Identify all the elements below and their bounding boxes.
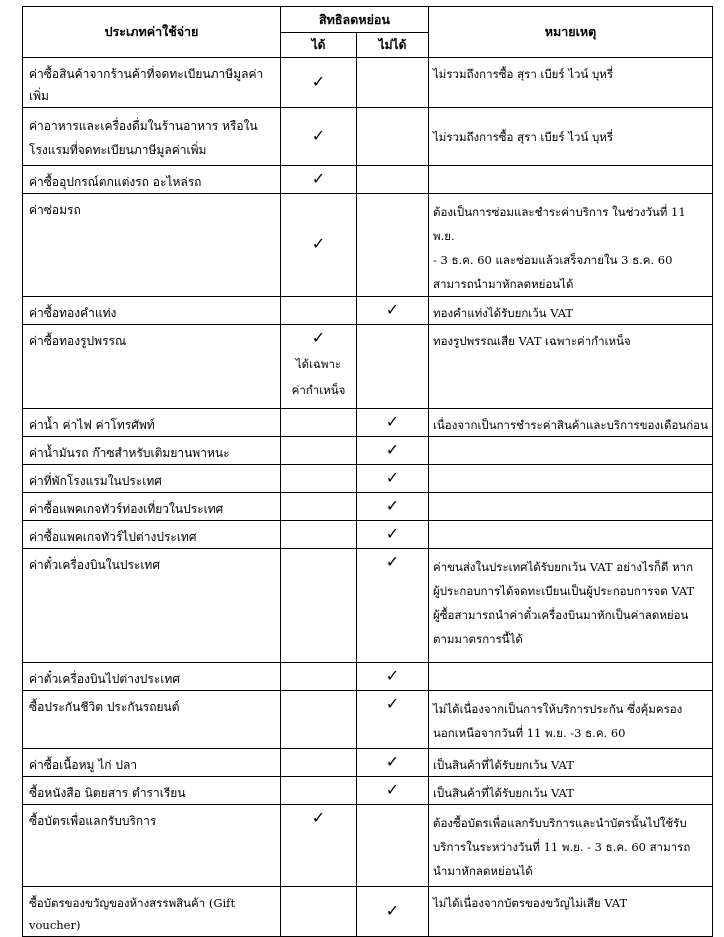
table-row bbox=[23, 749, 713, 777]
can-cell bbox=[281, 437, 357, 465]
cannot-cell bbox=[357, 194, 429, 297]
table-row bbox=[23, 805, 713, 887]
header-can: ได้ bbox=[281, 33, 357, 58]
row-description: ซื้อบัตรเพื่อแลกรับบริการ bbox=[23, 805, 281, 887]
header-rights: สิทธิลดหย่อน bbox=[281, 7, 429, 33]
row-description: ค่าน้ำมันรถ ก๊าซสำหรับเติมยานพาหนะ bbox=[23, 437, 281, 465]
can-cell bbox=[281, 409, 357, 437]
row-description: ซื้อประกันชีวิต ประกันรถยนต์ bbox=[23, 691, 281, 749]
checkmark-icon: ✓ bbox=[385, 779, 400, 799]
can-cell bbox=[281, 465, 357, 493]
can-cell bbox=[281, 749, 357, 777]
table-row bbox=[23, 663, 713, 691]
table-row bbox=[23, 493, 713, 521]
table-row bbox=[23, 166, 713, 194]
row-description: ซื้อหนังสือ นิตยสาร ตำราเรียน bbox=[23, 777, 281, 805]
partial-right-note: ได้เฉพาะ ค่ากำเหน็จ bbox=[291, 357, 346, 397]
row-remark: ต้องซื้อบัตรเพื่อแลกรับบริการและนำบัตรนั้นไปใช้รับ บริการในระหว่างวันที่ 11 พ.ย. - 3 ธ.ค. 60 สามารถ นำมาหักลดหย่อนได้ bbox=[429, 805, 713, 887]
row-description: ค่าซื้อสินค้าจากร้านค้าที่จดทะเบียนภาษีมูลค่าเพิ่ม bbox=[23, 58, 281, 108]
can-cell bbox=[281, 691, 357, 749]
row-description: ค่าอาหารและเครื่องดื่มในร้านอาหาร หรือใน โรงแรมที่จดทะเบียนภาษีมูลค่าเพิ่ม bbox=[23, 108, 281, 166]
checkmark-icon: ✓ bbox=[311, 234, 326, 253]
row-remark: ทองคำแท่งได้รับยกเว้น VAT bbox=[429, 297, 713, 325]
cannot-cell bbox=[357, 409, 429, 437]
table-row bbox=[23, 108, 713, 166]
row-description: ค่าซื้อทองคำแท่ง bbox=[23, 297, 281, 325]
can-cell bbox=[281, 194, 357, 297]
checkmark-icon: ✓ bbox=[385, 694, 400, 713]
checkmark-icon: ✓ bbox=[385, 552, 400, 571]
row-description: ค่าตั๋วเครื่องบินไปต่างประเทศ bbox=[23, 663, 281, 691]
checkmark-icon: ✓ bbox=[311, 808, 326, 827]
can-cell bbox=[281, 325, 357, 409]
row-remark bbox=[429, 493, 713, 521]
table-row bbox=[23, 409, 713, 437]
cannot-cell bbox=[357, 887, 429, 937]
cannot-cell bbox=[357, 805, 429, 887]
row-description: ค่าตั๋วเครื่องบินในประเทศ bbox=[23, 549, 281, 663]
can-cell bbox=[281, 166, 357, 194]
header-category: ประเภทค่าใช้จ่าย bbox=[23, 7, 281, 58]
table-row bbox=[23, 194, 713, 297]
can-cell bbox=[281, 887, 357, 937]
row-description: ค่าที่พักโรงแรมในประเทศ bbox=[23, 465, 281, 493]
checkmark-icon: ✓ bbox=[385, 495, 400, 515]
header-cannot: ไม่ได้ bbox=[357, 33, 429, 58]
checkmark-icon: ✓ bbox=[385, 467, 400, 487]
checkmark-icon: ✓ bbox=[385, 439, 400, 459]
row-remark bbox=[429, 663, 713, 691]
row-remark: ทองรูปพรรณเสีย VAT เฉพาะค่ากำเหน็จ bbox=[429, 325, 713, 409]
can-cell bbox=[281, 58, 357, 108]
cannot-cell bbox=[357, 108, 429, 166]
cannot-cell bbox=[357, 325, 429, 409]
cannot-cell bbox=[357, 437, 429, 465]
table-row bbox=[23, 887, 713, 937]
checkmark-icon: ✓ bbox=[311, 328, 326, 347]
can-cell bbox=[281, 108, 357, 166]
row-remark: เป็นสินค้าที่ได้รับยกเว้น VAT bbox=[429, 749, 713, 777]
checkmark-icon: ✓ bbox=[385, 411, 400, 431]
row-description: ค่าซื้อแพคเกจทัวร์ท่องเที่ยวในประเทศ bbox=[23, 493, 281, 521]
row-remark: ค่าขนส่งในประเทศได้รับยกเว้น VAT อย่างไรก็ดี หาก ผู้ประกอบการได้จดทะเบียนเป็นผู้ประกอบการจด VAT ผู้ซื้อสามารถนำค่าตั๋วเครื่องบินมาหักเป็นค่าลดหย่อน ตามมาตรการนี้ได้ bbox=[429, 549, 713, 663]
row-remark: ไม่ได้เนื่องจากบัตรของขวัญไม่เสีย VAT bbox=[429, 887, 713, 937]
row-remark: เนื่องจากเป็นการชำระค่าสินค้าและบริการของเดือนก่อน bbox=[429, 409, 713, 437]
header-remark: หมายเหตุ bbox=[429, 7, 713, 58]
can-cell bbox=[281, 805, 357, 887]
checkmark-icon: ✓ bbox=[385, 900, 400, 920]
row-remark bbox=[429, 521, 713, 549]
can-cell bbox=[281, 777, 357, 805]
row-remark bbox=[429, 437, 713, 465]
row-remark: ต้องเป็นการซ่อมและชำระค่าบริการ ในช่วงวันที่ 11 พ.ย. - 3 ธ.ค. 60 และซ่อมแล้วเสร็จภายใน 3 ธ.ค. 60 สามารถนำมาหักลดหย่อนได้ bbox=[429, 194, 713, 297]
checkmark-icon: ✓ bbox=[385, 665, 400, 685]
table-row bbox=[23, 58, 713, 108]
checkmark-icon: ✓ bbox=[311, 125, 326, 145]
tax-deduction-table bbox=[22, 6, 713, 937]
row-remark: เป็นสินค้าที่ได้รับยกเว้น VAT bbox=[429, 777, 713, 805]
cannot-cell bbox=[357, 166, 429, 194]
row-description: ค่าน้ำ ค่าไฟ ค่าโทรศัพท์ bbox=[23, 409, 281, 437]
cannot-cell bbox=[357, 465, 429, 493]
checkmark-icon: ✓ bbox=[311, 168, 326, 188]
checkmark-icon: ✓ bbox=[311, 71, 326, 91]
row-remark: ไม่รวมถึงการซื้อ สุรา เบียร์ ไวน์ บุหรี่ bbox=[429, 58, 713, 108]
row-description: ค่าซ่อมรถ bbox=[23, 194, 281, 297]
can-cell bbox=[281, 297, 357, 325]
row-remark: ไม่รวมถึงการซื้อ สุรา เบียร์ ไวน์ บุหรี่ bbox=[429, 108, 713, 166]
row-description: ค่าซื้อเนื้อหมู ไก่ ปลา bbox=[23, 749, 281, 777]
cannot-cell bbox=[357, 493, 429, 521]
table-row bbox=[23, 549, 713, 663]
cannot-cell bbox=[357, 777, 429, 805]
table-row bbox=[23, 437, 713, 465]
cannot-cell bbox=[357, 549, 429, 663]
table-row bbox=[23, 297, 713, 325]
table-row bbox=[23, 521, 713, 549]
cannot-cell bbox=[357, 691, 429, 749]
table-row bbox=[23, 325, 713, 409]
cannot-cell bbox=[357, 297, 429, 325]
checkmark-icon: ✓ bbox=[385, 523, 400, 543]
row-description: ค่าซื้อทองรูปพรรณ bbox=[23, 325, 281, 409]
table-row bbox=[23, 777, 713, 805]
cannot-cell bbox=[357, 58, 429, 108]
cannot-cell bbox=[357, 663, 429, 691]
can-cell bbox=[281, 493, 357, 521]
cannot-cell bbox=[357, 521, 429, 549]
row-remark bbox=[429, 166, 713, 194]
row-remark: ไม่ได้เนื่องจากเป็นการให้บริการประกัน ซึ่งคุ้มครอง นอกเหนือจากวันที่ 11 พ.ย. -3 ธ.ค. 60 bbox=[429, 691, 713, 749]
row-description: ค่าซื้ออุปกรณ์ตกแต่งรถ อะไหล่รถ bbox=[23, 166, 281, 194]
table-row bbox=[23, 465, 713, 493]
checkmark-icon: ✓ bbox=[385, 299, 400, 319]
row-description: ซื้อบัตรของขวัญของห้างสรรพสินค้า (Gift voucher) bbox=[23, 887, 281, 937]
can-cell bbox=[281, 663, 357, 691]
can-cell bbox=[281, 521, 357, 549]
row-remark bbox=[429, 465, 713, 493]
table-row bbox=[23, 691, 713, 749]
cannot-cell bbox=[357, 749, 429, 777]
row-description: ค่าซื้อแพคเกจทัวร์ไปต่างประเทศ bbox=[23, 521, 281, 549]
can-cell bbox=[281, 549, 357, 663]
checkmark-icon: ✓ bbox=[385, 751, 400, 771]
